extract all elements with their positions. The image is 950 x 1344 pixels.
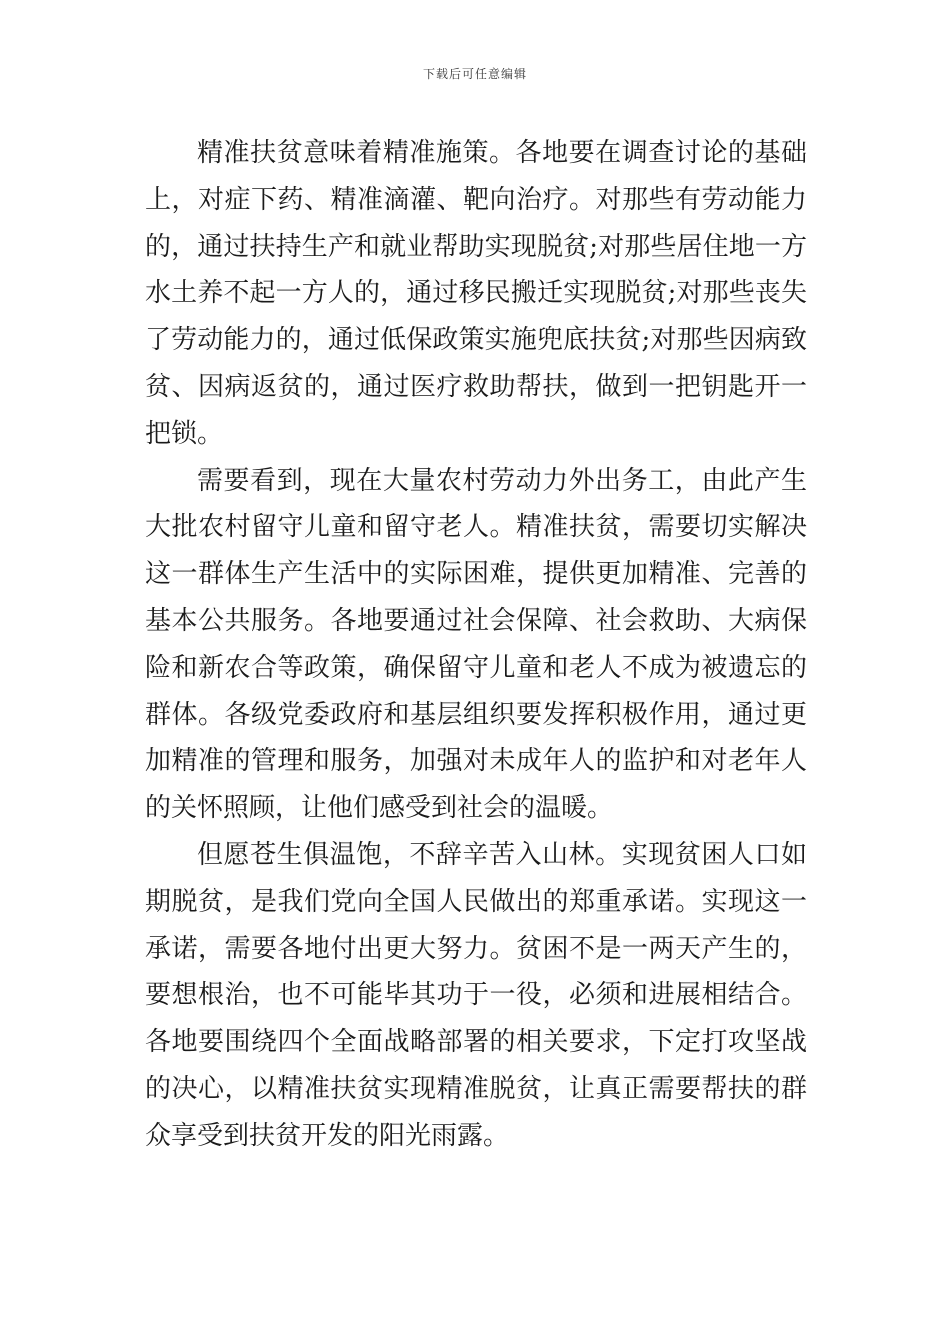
document-body <box>145 130 807 1160</box>
header-note: 下载后可任意编辑 <box>422 67 527 81</box>
paragraph-1: 精准扶贫意味着精准施策。各地要在调查讨论的基础上，对症下药、精准滴灌、靶向治疗。对那些有劳动能力的，通过扶持生产和就业帮助实现脱贫;对那些居住地一方水土养不起一方人的，通过移民搬迁实现脱贫;对那些丧失了劳动能力的，通过低保政策实施兜底扶贫;对那些因病致贫、因病返贫的，通过医疗救助帮扶，做到一把钥匙开一把锁。 <box>145 138 807 449</box>
paragraph-3: 但愿苍生俱温饱，不辞辛苦入山林。实现贫困人口如期脱贫，是我们党向全国人民做出的郑重承诺。实现这一承诺，需要各地付出更大努力。贫困不是一两天产生的，要想根治，也不可能毕其功于一役，必须和进展相结合。各地要围绕四个全面战略部署的相关要求，下定打攻坚战的决心，以精准扶贫实现精准脱贫，让真正需要帮扶的群众享受到扶贫开发的阳光雨露。 <box>145 839 807 1151</box>
paragraph-2: 需要看到，现在大量农村劳动力外出务工，由此产生大批农村留守儿童和留守老人。精准扶贫，需要切实解决这一群体生产生活中的实际困难，提供更加精准、完善的基本公共服务。各地要通过社会保障、社会救助、大病保险和新农合等政策，确保留守儿童和老人不成为被遗忘的群体。各级党委政府和基层组织要发挥积极作用，通过更加精准的管理和服务，加强对未成年人的监护和对老年人的关怀照顾，让他们感受到社会的温暖。 <box>145 465 807 824</box>
